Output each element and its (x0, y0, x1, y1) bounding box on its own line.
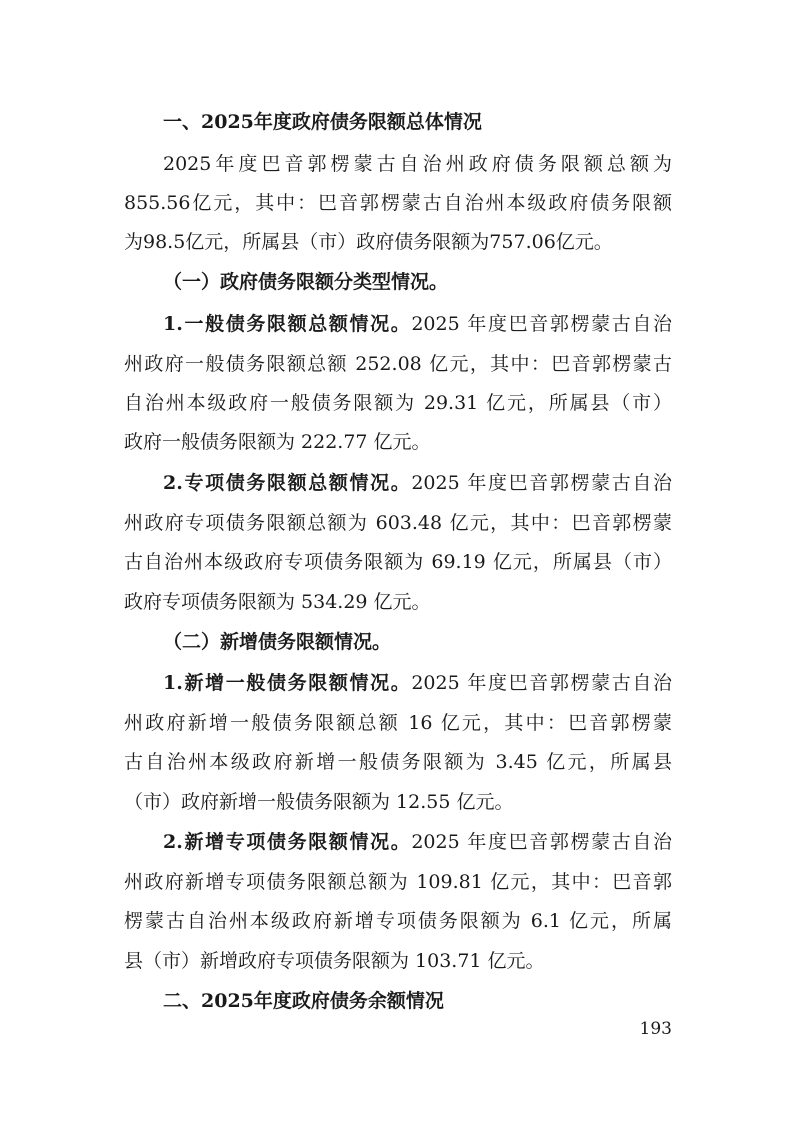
subheading-limit-by-type: （一）政府债务限额分类型情况。 (163, 271, 449, 293)
paragraph-line: 2.专项债务限额总额情况。2025 年度巴音郭楞蒙古自治 (163, 472, 672, 494)
section-heading-debt-limit: 一、2025年度政府债务限额总体情况 (163, 111, 482, 133)
paragraph-lead: 2.新增专项债务限额情况。 (163, 831, 412, 853)
subheading-new-debt-limit: （二）新增债务限额情况。 (163, 631, 392, 653)
paragraph-line: 楞蒙古自治州本级政府新增专项债务限额为 6.1 亿元，所属 (124, 910, 672, 932)
paragraph-line: 古自治州本级政府新增一般债务限额为 3.45 亿元，所属县 (124, 751, 672, 773)
paragraph-line: 县（市）新增政府专项债务限额为 103.71 亿元。 (124, 950, 545, 972)
paragraph-lead: 1.一般债务限额总额情况。 (163, 313, 412, 335)
paragraph-line: 1.一般债务限额总额情况。2025 年度巴音郭楞蒙古自治 (163, 313, 672, 335)
paragraph-line: 2025年度巴音郭楞蒙古自治州政府债务限额总额为 (163, 153, 672, 175)
paragraph-line: 2.新增专项债务限额情况。2025 年度巴音郭楞蒙古自治 (163, 831, 672, 853)
paragraph-line: 855.56亿元，其中：巴音郭楞蒙古自治州本级政府债务限额 (124, 192, 672, 214)
page-number: 193 (639, 1019, 672, 1039)
paragraph-lead: 1.新增一般债务限额情况。 (163, 672, 412, 694)
paragraph-line: 州政府新增一般债务限额总额 16 亿元，其中：巴音郭楞蒙 (124, 712, 672, 734)
paragraph-line: 州政府一般债务限额总额 252.08 亿元，其中：巴音郭楞蒙古 (124, 353, 672, 375)
paragraph-line: 自治州本级政府一般债务限额为 29.31 亿元，所属县（市） (124, 392, 672, 414)
section-heading-debt-balance: 二、2025年度政府债务余额情况 (163, 990, 444, 1012)
paragraph-line: 1.新增一般债务限额情况。2025 年度巴音郭楞蒙古自治 (163, 672, 672, 694)
paragraph-line: （市）政府新增一般债务限额为 12.55 亿元。 (124, 791, 514, 813)
paragraph-line: 政府一般债务限额为 222.77 亿元。 (124, 431, 431, 453)
paragraph-lead: 2.专项债务限额总额情况。 (163, 472, 412, 494)
paragraph-line: 古自治州本级政府专项债务限额为 69.19 亿元，所属县（市） (124, 551, 672, 573)
paragraph-line: 州政府新增专项债务限额总额为 109.81 亿元，其中：巴音郭 (124, 871, 672, 893)
paragraph-line: 政府专项债务限额为 534.29 亿元。 (124, 591, 431, 613)
paragraph-line: 州政府专项债务限额总额为 603.48 亿元，其中：巴音郭楞蒙 (124, 512, 672, 534)
paragraph-line: 为98.5亿元，所属县（市）政府债务限额为757.06亿元。 (124, 231, 613, 253)
